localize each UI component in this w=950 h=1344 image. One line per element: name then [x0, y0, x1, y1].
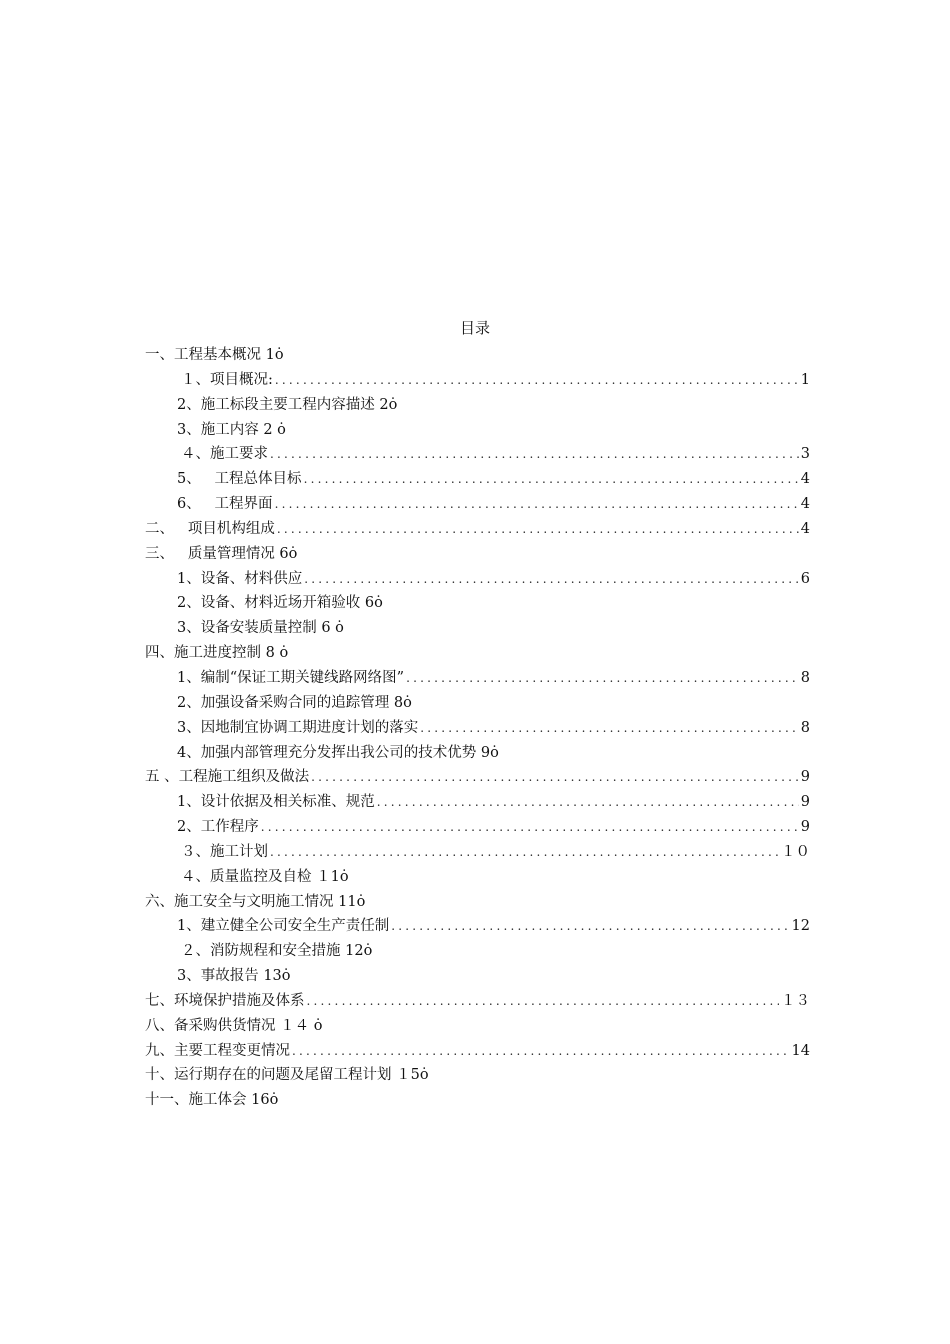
toc-entry-label: 四、施工进度控制 8: [145, 645, 275, 662]
toc-entry-mark: ȯ: [388, 396, 398, 413]
toc-entry[interactable]: [145, 467, 810, 492]
toc-entry[interactable]: [145, 343, 810, 368]
toc-entry[interactable]: [145, 591, 810, 616]
toc-entry[interactable]: [145, 1039, 810, 1064]
dot-leader: [292, 1039, 790, 1064]
dot-leader: [304, 467, 799, 492]
dot-leader: [261, 815, 799, 840]
toc-entry-label: 二、 项目机构组成: [145, 520, 275, 537]
toc-entry-label: ２、消防规程和安全措施 12: [181, 943, 364, 960]
toc-entry[interactable]: [145, 666, 810, 691]
toc-entry-mark: ȯ: [339, 868, 349, 885]
dot-leader: [311, 765, 799, 790]
toc-entry-mark: ȯ: [281, 968, 291, 985]
toc-entry[interactable]: [145, 418, 810, 443]
table-of-contents: [145, 343, 810, 1113]
toc-entry-label: 三、 质量管理情况 6: [145, 545, 289, 562]
dot-leader: [304, 567, 799, 592]
toc-entry-label: 十、运行期存在的问题及尾留工程计划 １5: [145, 1067, 420, 1084]
toc-entry-mark: ȯ: [374, 595, 383, 612]
dot-leader: [377, 790, 799, 815]
toc-page-number: 1: [800, 371, 810, 388]
toc-entry[interactable]: [145, 741, 810, 766]
toc-entry-label: 五 、工程施工组织及做法: [145, 769, 310, 786]
toc-entry[interactable]: [145, 616, 810, 641]
toc-entry[interactable]: [145, 393, 810, 418]
toc-page-number: 6: [800, 570, 810, 587]
toc-entry[interactable]: [145, 567, 810, 592]
toc-entry-mark: ȯ: [274, 645, 289, 662]
toc-entry-label: 八、备采购供货情况 １４: [145, 1017, 310, 1034]
toc-entry[interactable]: [145, 368, 810, 393]
toc-page-number: 9: [800, 794, 810, 811]
dot-leader: [307, 989, 780, 1014]
toc-entry-label: 3、设备安装质量控制 6: [177, 620, 331, 637]
toc-entry-label: 2、工作程序: [177, 819, 259, 836]
toc-entry-label: 1、设计依据及相关标准、规范: [177, 794, 375, 811]
toc-entry[interactable]: [145, 914, 810, 939]
dot-leader: [406, 666, 799, 691]
toc-entry[interactable]: [145, 1088, 810, 1113]
toc-entry[interactable]: [145, 865, 810, 890]
dot-leader: [270, 840, 779, 865]
toc-page-number: 12: [791, 918, 810, 935]
toc-entry-mark: ȯ: [272, 421, 286, 438]
toc-entry-label: 3、因地制宜协调工期进度计划的落实: [177, 719, 419, 736]
dot-leader: [270, 442, 799, 467]
toc-entry-mark: ȯ: [356, 893, 366, 910]
toc-entry-mark: ȯ: [288, 545, 298, 562]
toc-entry-mark: ȯ: [403, 694, 412, 711]
toc-entry[interactable]: [145, 815, 810, 840]
toc-entry-mark: ȯ: [330, 620, 344, 637]
toc-entry[interactable]: [145, 442, 810, 467]
toc-page-number: 8: [800, 669, 810, 686]
toc-entry-label: 十一、施工体会 16: [145, 1092, 270, 1109]
toc-entry[interactable]: [145, 890, 810, 915]
toc-entry[interactable]: [145, 691, 810, 716]
toc-entry[interactable]: [145, 939, 810, 964]
dot-leader: [275, 492, 799, 517]
toc-entry-label: ３、施工计划: [181, 843, 268, 860]
toc-entry-mark: ȯ: [490, 744, 499, 761]
toc-entry[interactable]: [145, 1014, 810, 1039]
toc-page-number: 4: [800, 496, 810, 513]
toc-entry[interactable]: [145, 964, 810, 989]
dot-leader: [391, 914, 789, 939]
toc-entry-label: 一、工程基本概况 1: [145, 347, 275, 363]
toc-page-number: １０: [781, 843, 810, 860]
toc-entry[interactable]: [145, 492, 810, 517]
toc-entry-label: 九、主要工程变更情况: [145, 1042, 290, 1059]
toc-page-number: 9: [800, 819, 810, 836]
toc-entry-label: 七、环境保护措施及体系: [145, 992, 305, 1009]
toc-entry[interactable]: [145, 1063, 810, 1088]
toc-entry-label: ４、质量监控及自检 １1: [181, 868, 340, 885]
toc-entry-label: 六、施工安全与文明施工情况 11: [145, 893, 357, 910]
toc-entry-label: ４、施工要求: [181, 446, 268, 463]
toc-entry[interactable]: [145, 765, 810, 790]
toc-entry[interactable]: [145, 840, 810, 865]
toc-entry-mark: ȯ: [269, 1092, 279, 1109]
toc-entry-mark: ȯ: [274, 347, 284, 363]
toc-entry-mark: ȯ: [309, 1017, 323, 1034]
toc-entry[interactable]: [145, 542, 810, 567]
toc-page-number: 9: [800, 769, 810, 786]
dot-leader: [275, 368, 799, 393]
toc-entry-mark: ȯ: [419, 1067, 429, 1084]
toc-entry-label: 3、事故报告 13: [177, 968, 282, 985]
toc-page-number: 3: [800, 446, 810, 463]
toc-entry[interactable]: [145, 641, 810, 666]
toc-title: 目录: [459, 319, 490, 337]
toc-entry-label: 5、 工程总体目标: [177, 471, 302, 488]
toc-entry-label: 2、设备、材料近场开箱验收 6: [177, 595, 375, 612]
toc-entry[interactable]: [145, 517, 810, 542]
toc-page-number: 8: [800, 719, 810, 736]
toc-entry-label: 2、施工标段主要工程内容描述 2: [177, 396, 389, 413]
toc-entry-label: 3、施工内容 2: [177, 421, 273, 438]
toc-entry[interactable]: [145, 989, 810, 1014]
toc-entry-label: 1、建立健全公司安全生产责任制: [177, 918, 390, 935]
dot-leader: [277, 517, 799, 542]
toc-entry-label: 1、设备、材料供应: [177, 570, 303, 587]
toc-entry-mark: ȯ: [363, 943, 373, 960]
toc-entry-label: 1、编制“保证工期关键线路网络图”: [177, 669, 405, 686]
toc-entry[interactable]: [145, 790, 810, 815]
toc-entry-label: 6、 工程界面: [177, 496, 273, 513]
toc-entry-label: １、项目概况:: [181, 371, 273, 388]
toc-page-number: 4: [800, 520, 810, 537]
toc-page-number: 14: [791, 1042, 810, 1059]
dot-leader: [420, 716, 799, 741]
toc-entry-label: 4、加强内部管理充分发挥出我公司的技术优势 9: [177, 744, 491, 761]
toc-page-number: １３: [781, 992, 810, 1009]
toc-entry[interactable]: [145, 716, 810, 741]
toc-page-number: 4: [800, 471, 810, 488]
toc-entry-label: 2、加强设备采购合同的追踪管理 8: [177, 694, 404, 711]
